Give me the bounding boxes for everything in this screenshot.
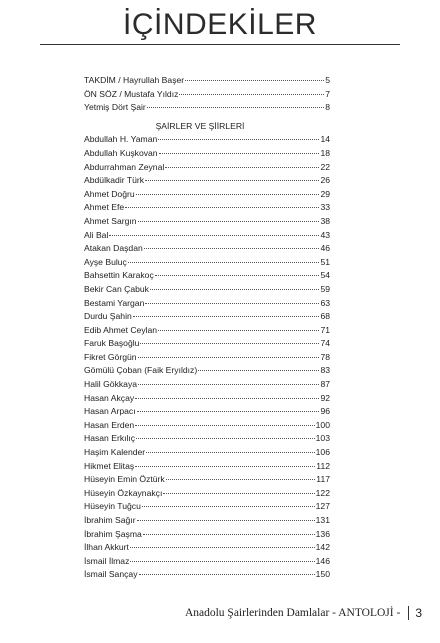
toc-entry[interactable] xyxy=(84,161,330,175)
toc-entry-page: 54 xyxy=(320,270,330,281)
toc-entry-page: 51 xyxy=(320,256,330,267)
dot-leader xyxy=(146,452,315,453)
toc-entry-name: Atakan Daşdan xyxy=(84,243,143,254)
dot-leader xyxy=(145,180,319,181)
title-divider xyxy=(40,44,400,45)
toc-entry[interactable] xyxy=(84,568,330,582)
toc-entry-name: ÖN SÖZ / Mustafa Yıldız xyxy=(84,88,179,99)
toc-entry[interactable] xyxy=(84,487,330,501)
toc-entry-page: 136 xyxy=(315,528,330,539)
toc-entry[interactable] xyxy=(84,405,330,419)
page-number: 3 xyxy=(415,606,422,620)
toc-entry[interactable] xyxy=(84,242,330,256)
toc-entry-name: İsmail İlmaz xyxy=(84,555,130,566)
toc-entry-page: 100 xyxy=(315,419,330,430)
toc-entry-page: 71 xyxy=(320,324,330,335)
front-matter-list xyxy=(84,74,330,115)
toc-entry-name: Hikmet Elitaş xyxy=(84,460,135,471)
dot-leader xyxy=(155,275,320,276)
toc-entry[interactable] xyxy=(84,283,330,297)
toc-entry[interactable] xyxy=(84,528,330,542)
toc-entry[interactable] xyxy=(84,201,330,215)
page-footer xyxy=(185,606,422,620)
toc-entry-name: Ali Bal xyxy=(84,229,109,240)
dot-leader xyxy=(135,466,315,467)
toc-entry-name: Gömülü Çoban (Faik Eryıldız) xyxy=(84,365,198,376)
dot-leader xyxy=(143,534,315,535)
toc-entry-name: İlhan Akkurt xyxy=(84,542,129,553)
dot-leader xyxy=(198,370,319,371)
dot-leader xyxy=(144,248,320,249)
toc-entry[interactable] xyxy=(84,215,330,229)
toc-entry-page: 92 xyxy=(320,392,330,403)
toc-entry[interactable] xyxy=(84,324,330,338)
dot-leader xyxy=(138,357,320,358)
toc-entry-name: Faruk Başoğlu xyxy=(84,338,140,349)
dot-leader xyxy=(109,235,319,236)
dot-leader xyxy=(140,343,319,344)
dot-leader xyxy=(125,207,319,208)
toc-entry[interactable] xyxy=(84,432,330,446)
toc-entry-name: Hasan Erden xyxy=(84,419,135,430)
toc-entry-page: 8 xyxy=(325,102,330,113)
toc-entry[interactable] xyxy=(84,337,330,351)
toc-entry-page: 7 xyxy=(325,88,330,99)
dot-leader xyxy=(130,561,314,562)
page-title: İÇİNDEKİLER xyxy=(123,8,317,41)
toc-entry-name: İbrahim Şaşma xyxy=(84,528,142,539)
toc-entry-name: Abdurrahman Zeynal xyxy=(84,161,165,172)
toc-entry[interactable] xyxy=(84,229,330,243)
footer-divider xyxy=(408,606,409,620)
toc-entry-page: 131 xyxy=(315,515,330,525)
dot-leader xyxy=(137,411,320,412)
toc-entry[interactable] xyxy=(84,101,330,115)
toc-entry-page: 96 xyxy=(320,406,330,417)
toc-entry[interactable] xyxy=(84,419,330,433)
dot-leader xyxy=(179,94,324,95)
toc-entry-name: Durdu Şahin xyxy=(84,311,132,322)
toc-entry-name: TAKDİM / Hayrullah Başer xyxy=(84,75,185,85)
dot-leader xyxy=(147,107,324,108)
toc-entry-page: 87 xyxy=(320,379,330,390)
dot-leader xyxy=(130,547,315,548)
toc-entry-page: 150 xyxy=(315,569,330,580)
toc-entry-name: Fikret Görgün xyxy=(84,351,137,362)
dot-leader xyxy=(163,493,314,494)
toc-entry[interactable] xyxy=(84,74,330,88)
toc-entry-name: Hüseyin Emin Öztürk xyxy=(84,474,165,485)
dot-leader xyxy=(135,425,314,426)
toc-entry-name: Abdülkadir Türk xyxy=(84,175,145,186)
toc-entry-page: 103 xyxy=(315,433,330,444)
toc-entry[interactable] xyxy=(84,297,330,311)
toc-entry-page: 22 xyxy=(320,161,330,172)
toc-entry-name: Hüseyin Özkaynakçı xyxy=(84,487,163,498)
toc-entry-page: 59 xyxy=(320,283,330,294)
dot-leader xyxy=(145,303,319,304)
toc-entry-page: 68 xyxy=(320,311,330,322)
dot-leader xyxy=(138,384,319,385)
toc-entry-name: Edib Ahmet Ceylan xyxy=(84,324,158,335)
toc-entry-name: Ayşe Buluç xyxy=(84,256,127,267)
dot-leader xyxy=(135,398,319,399)
toc-entry[interactable] xyxy=(84,147,330,161)
toc-entry-page: 29 xyxy=(320,188,330,199)
dot-leader xyxy=(142,506,315,507)
dot-leader xyxy=(166,479,316,480)
toc-entry[interactable] xyxy=(84,310,330,324)
toc-entry-page: 43 xyxy=(320,229,330,240)
toc-entry[interactable] xyxy=(84,473,330,487)
toc-entry-name: İbrahim Sağır xyxy=(84,515,136,525)
toc-entry-name: Bestami Yargan xyxy=(84,297,145,308)
toc-entry-name: Hasan Erkılıç xyxy=(84,433,136,444)
toc-entry-page: 38 xyxy=(320,215,330,226)
toc-entry[interactable] xyxy=(84,174,330,188)
dot-leader xyxy=(150,289,319,290)
toc-entry-page: 83 xyxy=(320,365,330,376)
toc-entry-page: 74 xyxy=(320,338,330,349)
toc-entry[interactable] xyxy=(84,133,330,147)
toc-entry-name: Ahmet Efe xyxy=(84,202,125,213)
dot-leader xyxy=(133,316,320,317)
toc-entry-page: 18 xyxy=(320,147,330,158)
toc-entry[interactable] xyxy=(84,514,330,528)
toc-entry-name: Hasan Arpacı xyxy=(84,406,136,417)
toc-entry-page: 112 xyxy=(316,460,330,471)
section-heading: ŞAİRLER VE ŞİİRLERİ xyxy=(155,120,245,131)
toc-entry-page: 142 xyxy=(315,542,330,553)
toc-entry[interactable] xyxy=(84,256,330,270)
dot-leader xyxy=(139,574,315,575)
toc-entry-name: Yetmiş Dört Şair xyxy=(84,102,146,113)
toc-entry-name: Hasan Akçay xyxy=(84,392,135,403)
toc-entry-page: 122 xyxy=(315,487,330,498)
toc-entry-page: 146 xyxy=(315,555,330,566)
dot-leader xyxy=(158,139,319,140)
toc-entry-page: 33 xyxy=(320,202,330,213)
dot-leader xyxy=(185,80,324,81)
toc-entry-name: Ahmet Doğru xyxy=(84,188,135,199)
toc-entry[interactable] xyxy=(84,188,330,202)
toc-entry-name: Haşim Kalender xyxy=(84,447,146,458)
toc-entry[interactable] xyxy=(84,364,330,378)
dot-leader xyxy=(137,520,315,521)
toc-entry-page: 63 xyxy=(320,297,330,308)
toc-entry-name: İsmail Sançay xyxy=(84,569,138,580)
toc-entry[interactable] xyxy=(84,88,330,102)
toc-entry-page: 117 xyxy=(316,474,330,485)
toc-entry[interactable] xyxy=(84,392,330,406)
toc-entry-name: Ahmet Sargın xyxy=(84,215,137,226)
toc-entry[interactable] xyxy=(84,500,330,514)
toc-entry[interactable] xyxy=(84,378,330,392)
toc-entry[interactable] xyxy=(84,351,330,365)
dot-leader xyxy=(159,153,320,154)
toc-entry[interactable] xyxy=(84,541,330,555)
poet-list xyxy=(84,133,330,582)
toc-entry-page: 78 xyxy=(320,351,330,362)
toc-entry[interactable] xyxy=(84,460,330,474)
dot-leader xyxy=(136,438,315,439)
toc-entry-name: Abdullah H. Yaman xyxy=(84,134,158,145)
toc-entry-page: 5 xyxy=(325,75,330,85)
toc-entry-name: Halil Gökkaya xyxy=(84,379,138,390)
toc-entry-name: Abdullah Kuşkovan xyxy=(84,147,158,158)
dot-leader xyxy=(158,330,319,331)
toc-entry-page: 127 xyxy=(315,501,330,512)
toc-entry-page: 106 xyxy=(315,447,330,458)
table-of-contents xyxy=(84,74,330,582)
footer-book-title: Anadolu Şairlerinden Damlalar - ANTOLOJİ - xyxy=(184,607,401,619)
toc-entry-name: Bahsettin Karakoç xyxy=(84,270,154,281)
toc-entry-page: 26 xyxy=(320,175,330,186)
toc-entry-page: 14 xyxy=(320,134,330,145)
dot-leader xyxy=(165,167,319,168)
toc-entry-name: Bekir Can Çabuk xyxy=(84,283,149,294)
dot-leader xyxy=(138,221,320,222)
toc-entry[interactable] xyxy=(84,269,330,283)
toc-entry[interactable] xyxy=(84,555,330,569)
toc-entry[interactable] xyxy=(84,446,330,460)
toc-entry-name: Hüseyin Tuğcu xyxy=(84,501,141,512)
toc-entry-page: 46 xyxy=(320,243,330,254)
dot-leader xyxy=(136,194,320,195)
dot-leader xyxy=(128,262,320,263)
